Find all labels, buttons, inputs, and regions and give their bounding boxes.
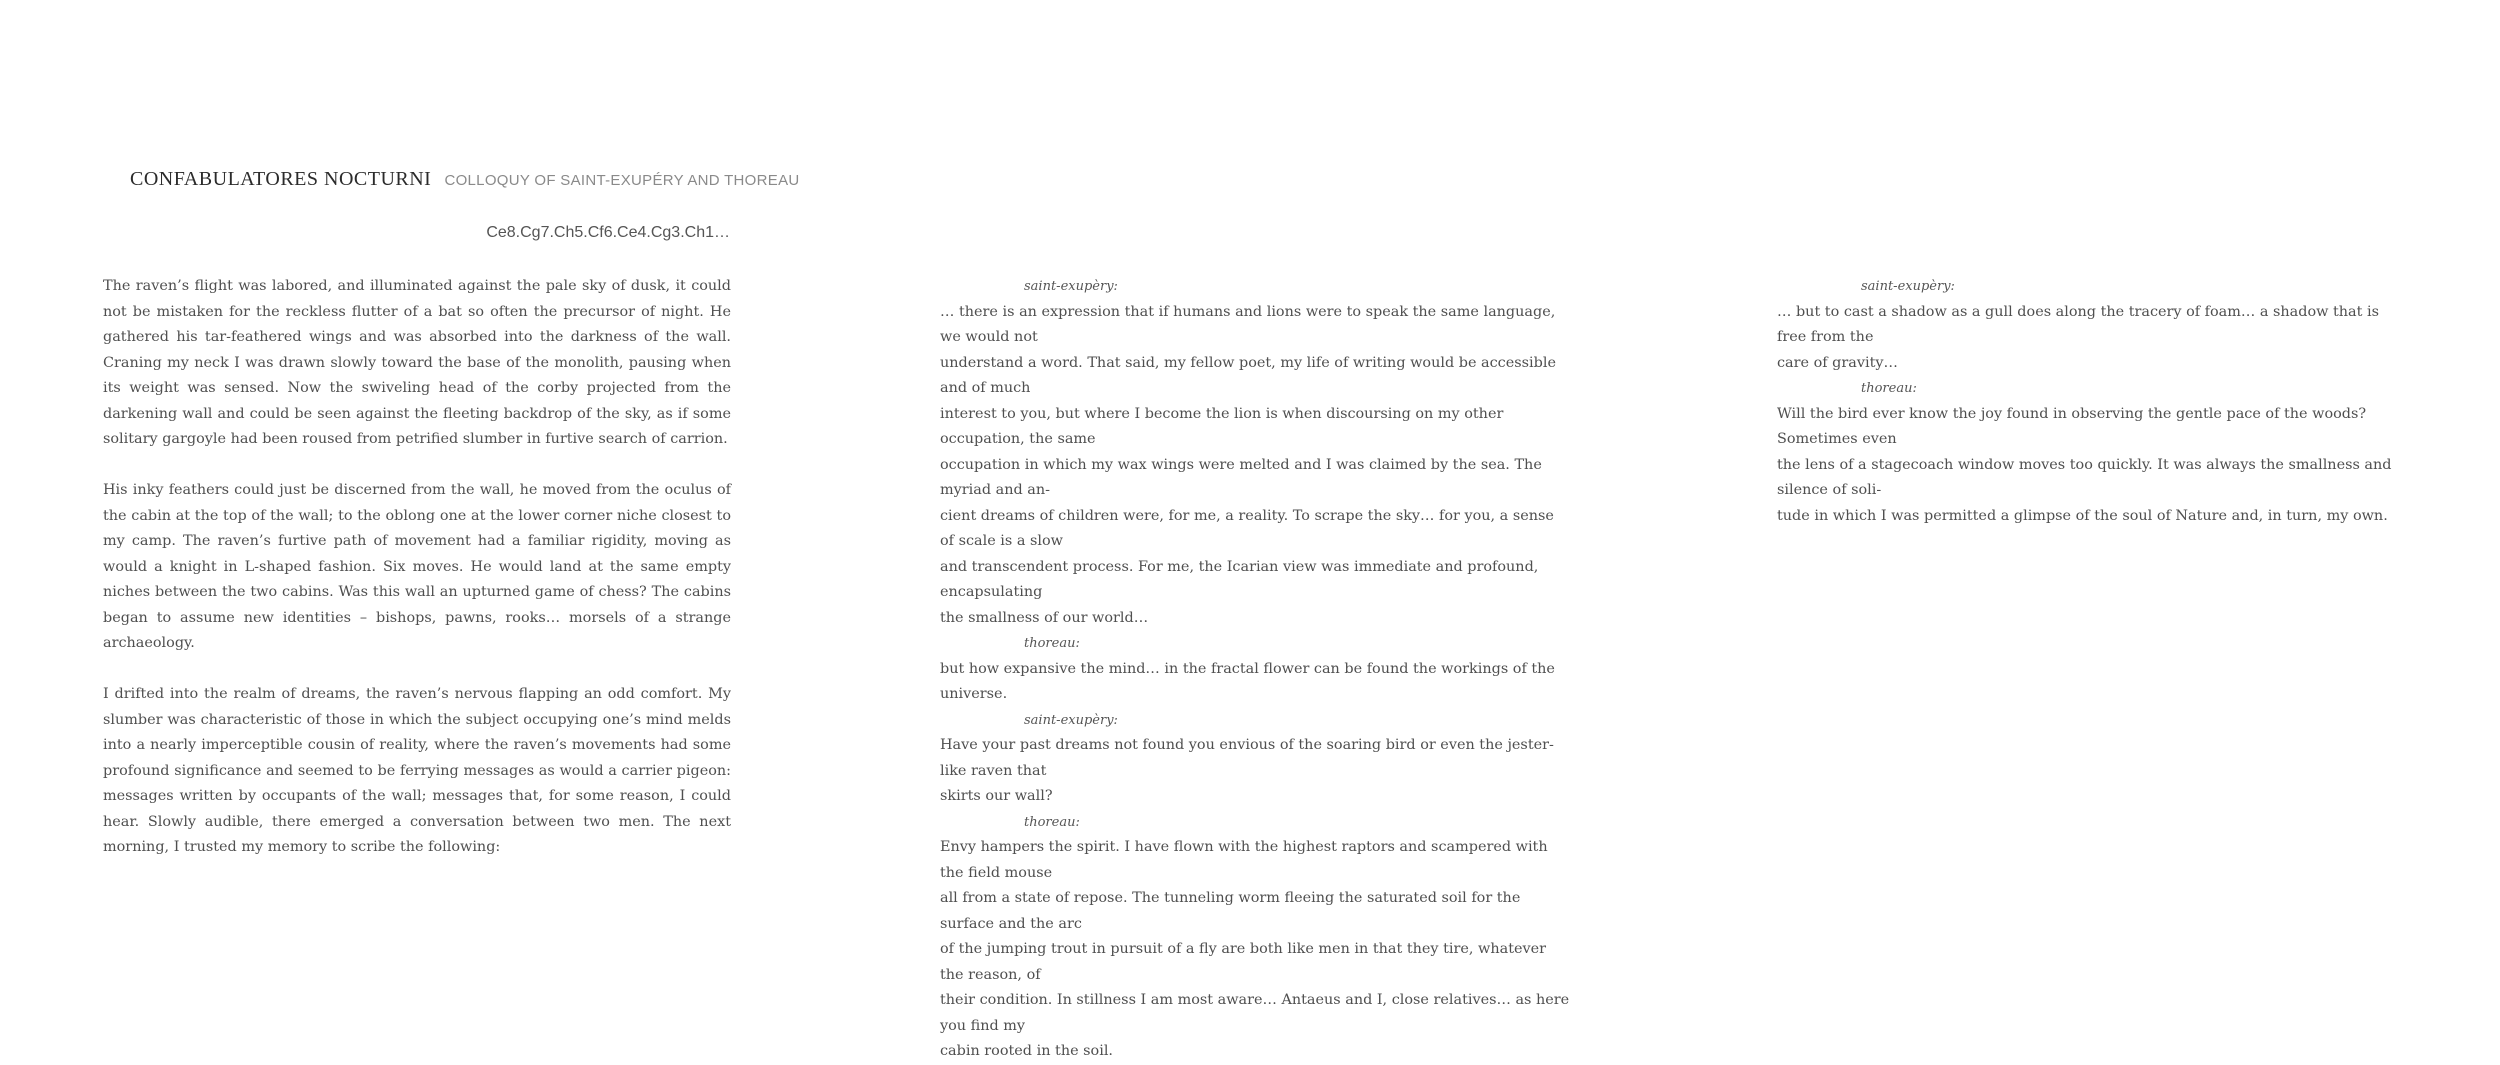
dialogue-line: Envy hampers the spirit. I have flown with the highest raptors and scampered with the field mouse (940, 839, 1548, 881)
dialogue-line: tude in which I was permitted a glimpse of the soul of Nature and, in turn, my own. (1777, 507, 2388, 524)
dialogue-line: occupation in which my wax wings were melted and I was claimed by the sea. The myriad and an- (940, 456, 1542, 498)
speaker-label: thoreau: (1024, 636, 1080, 651)
dialogue-line: interest to you, but where I become the lion is when discoursing on my other occupation, the same (940, 405, 1504, 447)
dialogue-line: cabin rooted in the soil. (940, 1043, 1114, 1059)
speaker-label: saint-exupèry: (1861, 279, 1955, 294)
dialogue-line: their condition. In stillness I am most aware… Antaeus and I, close relatives… as here you find my (940, 992, 1570, 1034)
speaker-label: thoreau: (1024, 814, 1080, 830)
dialogue-line: care of gravity… (1777, 354, 1898, 371)
dialogue-line: and transcendent process. For me, the Icarian view was immediate and profound, encapsulating (940, 558, 1539, 600)
page-subtitle: COLLOQUY OF SAINT-EXUPÉRY AND THOREAU (444, 172, 800, 189)
dialogue-column-2 (940, 274, 1572, 1065)
dialogue-line: all from a state of repose. The tunneling worm fleeing the saturated soil for the surface and the arc (940, 890, 1521, 932)
speaker-label: saint-exupèry: (1024, 712, 1118, 728)
dialogue-column-3 (1777, 274, 2409, 529)
dialogue-line: the lens of a stagecoach window moves too quickly. It was always the smallness and silence of soli- (1777, 456, 2392, 498)
dialogue-line: the smallness of our world… (940, 609, 1149, 626)
dialogue-line: of the jumping trout in pursuit of a fly are both like men in that they tire, whatever the reason, of (940, 941, 1547, 983)
dialogue-line: … there is an expression that if humans and lions were to speak the same language, we would not (940, 303, 1556, 345)
narrative-column (103, 274, 731, 886)
dialogue-line: Have your past dreams not found you envious of the soaring bird or even the jester-like raven that (940, 737, 1554, 779)
dialogue-line: … but to cast a shadow as a gull does along the tracery of foam… a shadow that is free from the (1777, 303, 2379, 345)
narrative-paragraph: The raven’s flight was labored, and illuminated against the pale sky of dusk, it could not be mistaken for the reckless flutter of a bat so often the precursor of night. He gathered his tar-feathered wings and was absorbed into the darkness of the wall. Craning my neck I was drawn slowly toward the base of the monolith, pausing when its weight was sensed. Now the swiveling head of the corby projected from the darkening wall and could be seen against the fleeting backdrop of the sky, as if some solitary gargoyle had been roused from petrified slumber in furtive search of carrion. (103, 278, 731, 447)
dialogue-line: skirts our wall? (940, 788, 1053, 804)
speaker-label: thoreau: (1861, 381, 1917, 396)
chess-move-notation: Ce8.Cg7.Ch5.Cf6.Ce4.Cg3.Ch1… (486, 224, 730, 241)
dialogue-line: but how expansive the mind… in the fractal flower can be found the workings of the universe. (940, 660, 1555, 702)
dialogue-line: understand a word. That said, my fellow poet, my life of writing would be accessible and of much (940, 354, 1556, 396)
narrative-paragraph: I drifted into the realm of dreams, the raven’s nervous flapping an odd comfort. My slumber was characteristic of those in which the subject occupying one’s mind melds into a nearly imperceptible cousin of reality, where the raven’s movements had some profound significance and seemed to be ferrying messages as would a carrier pigeon: messages written by occupants of the wall; messages that, for some reason, I could hear. Slowly audible, there emerged a conversation between two men. The next morning, I trusted my memory to scribe the following: (103, 686, 731, 855)
page-header (130, 168, 800, 191)
page-title: CONFABULATORES NOCTURNI (130, 168, 432, 190)
dialogue-line: cient dreams of children were, for me, a reality. To scrape the sky… for you, a sense of scale is a slow (940, 507, 1554, 549)
dialogue-line: Will the bird ever know the joy found in observing the gentle pace of the woods? Sometimes even (1777, 405, 2367, 447)
speaker-label: saint-exupèry: (1024, 279, 1118, 294)
narrative-paragraph: His inky feathers could just be discerned from the wall, he moved from the oculus of the cabin at the top of the wall; to the oblong one at the lower corner niche closest to my camp. The raven’s furtive path of movement had a familiar rigidity, moving as would a knight in L-shaped fashion. Six moves. He would land at the same empty niches between the two cabins. Was this wall an upturned game of chess? The cabins began to assume new identities – bishops, pawns, rooks… morsels of a strange archaeology. (103, 482, 731, 651)
